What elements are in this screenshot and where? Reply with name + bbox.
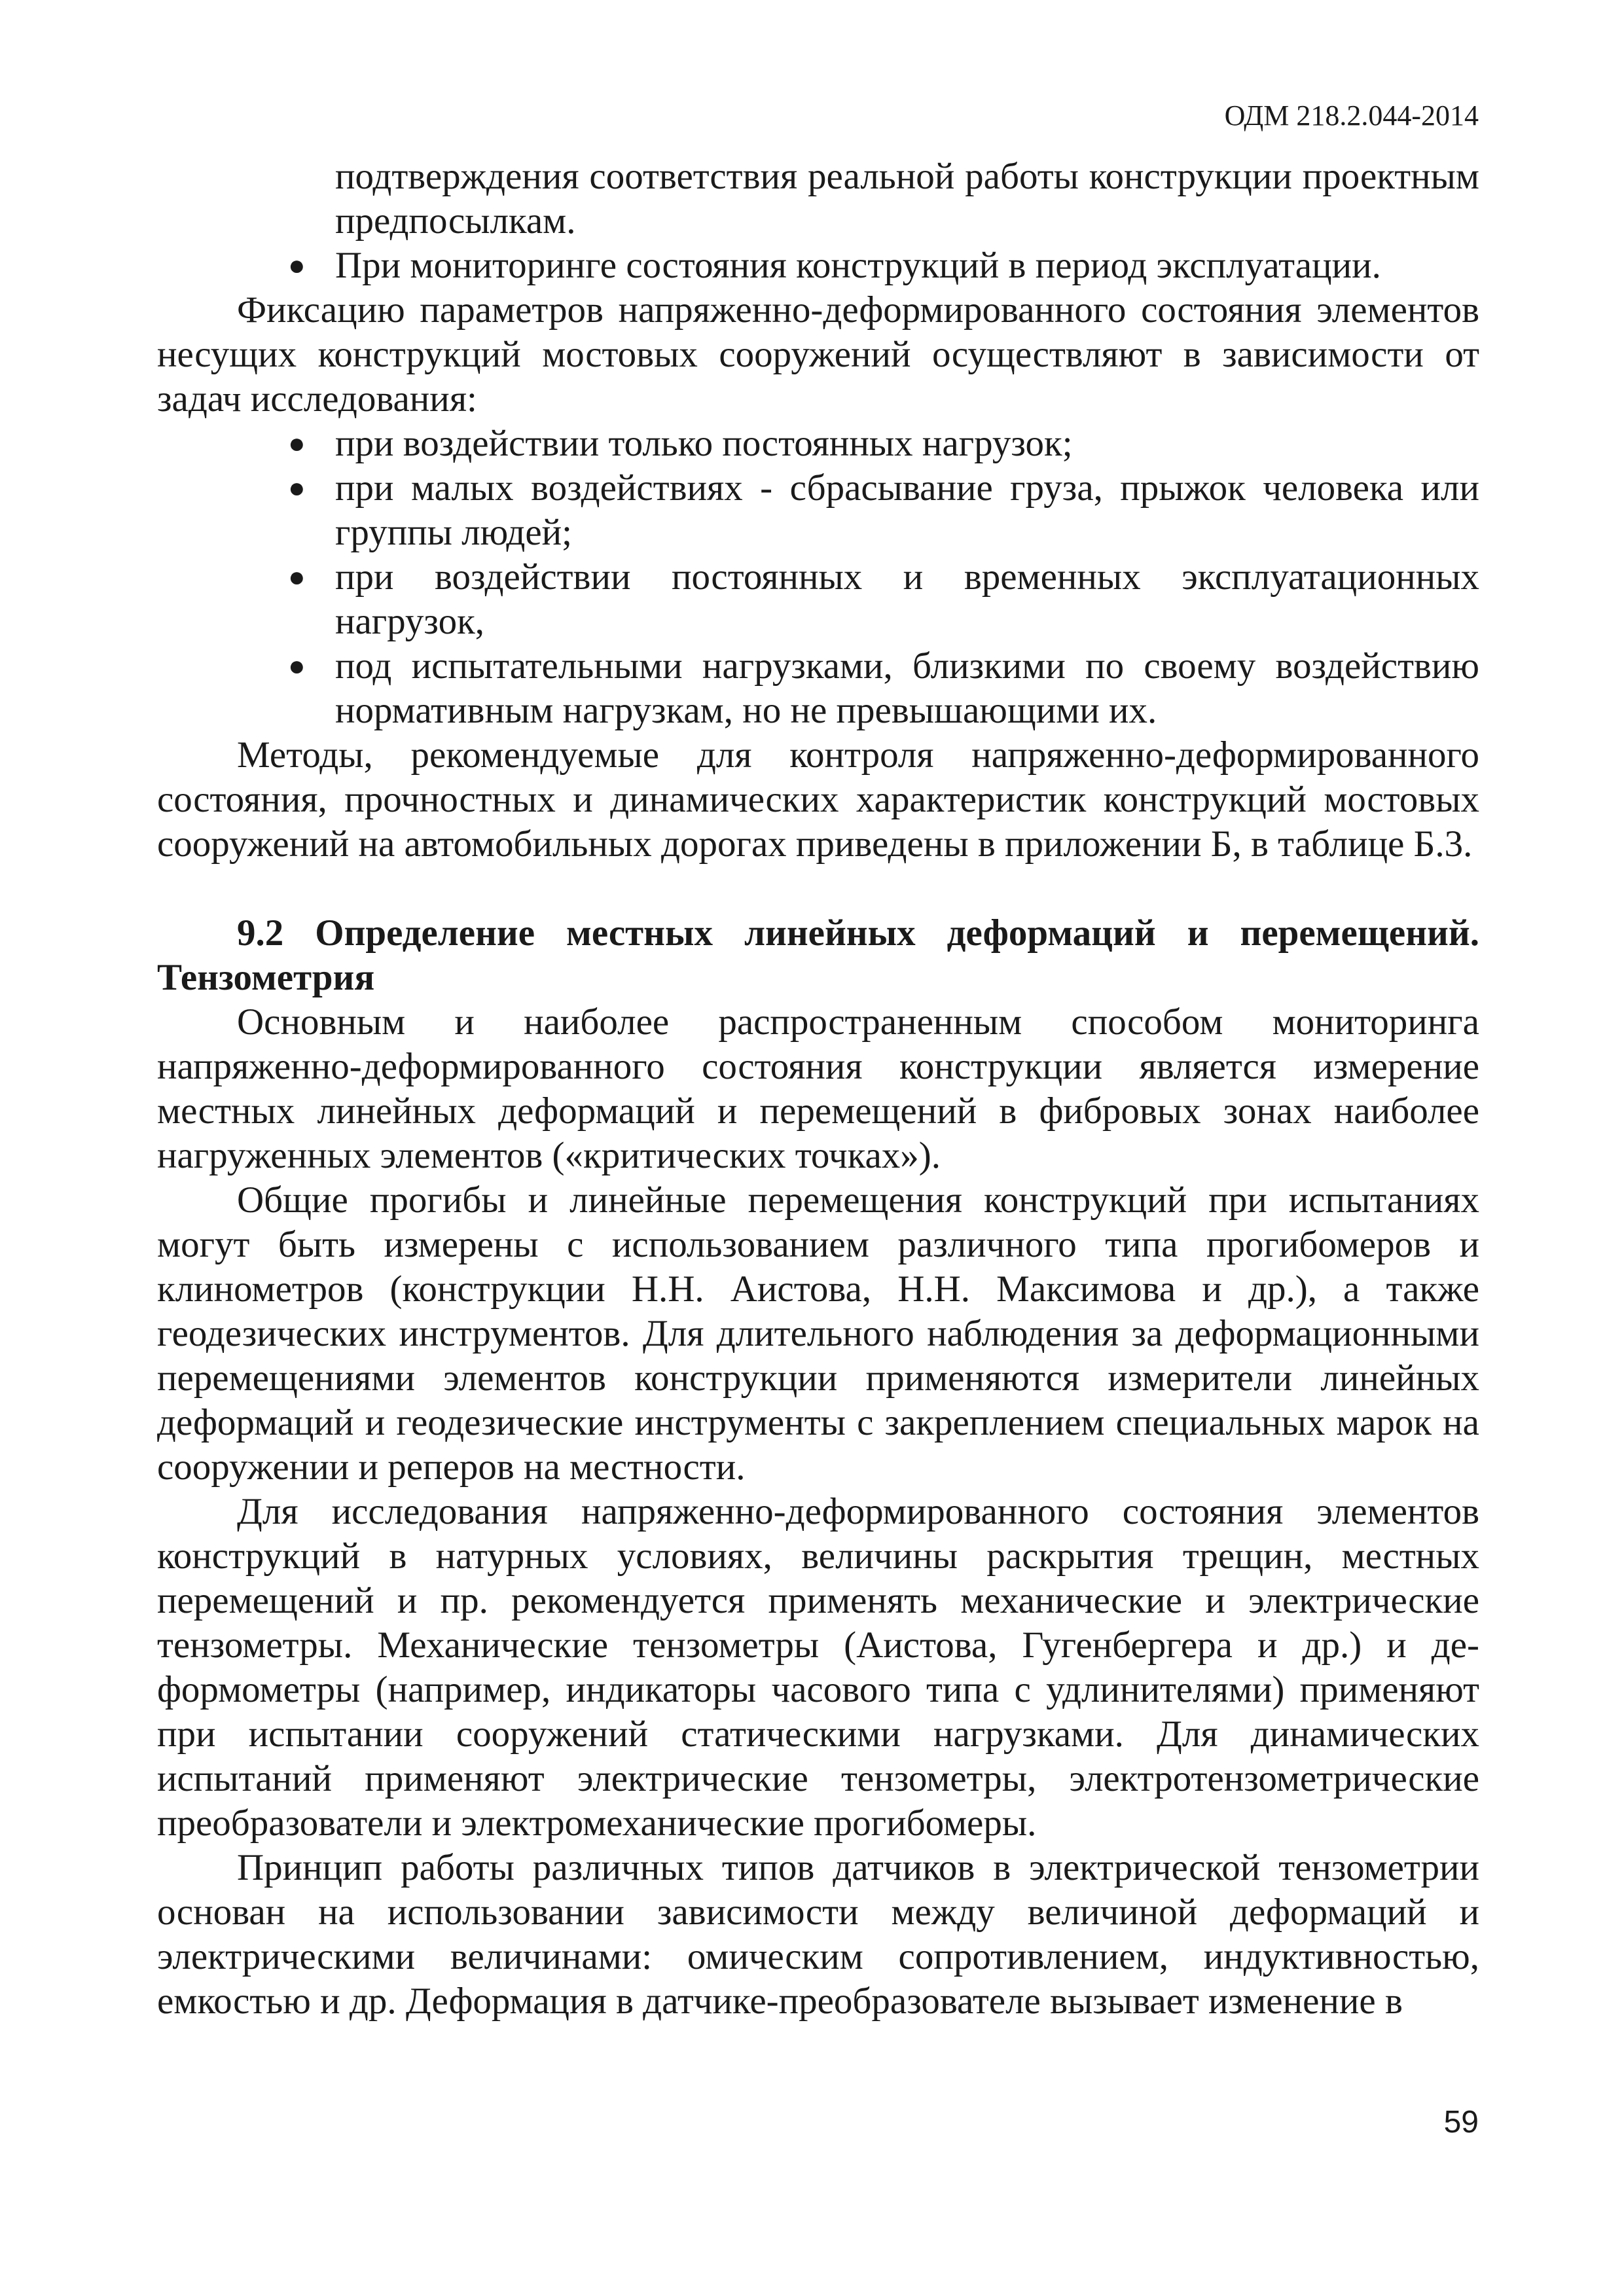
body-paragraph: Для исследования напряженно-деформированного состояния элементов конструкций в натурных условиях, величины раскрытия трещин, местных перемещений и пр. рекомендуется применять механические и электрические тензометры. Механические тензометры (Аистова, Гугенбергера и др.) и деформометры (например, индикаторы часового типа с удлинителями) применяют при испытании сооружений статическими нагрузками. Для динамических испытаний применяют электрические тензометры, электротензометрические преобразователи и электромеханические прогибомеры. — [157, 1491, 1479, 1844]
list-item — [157, 466, 1479, 555]
methods-paragraph: Методы, рекомендуемые для контроля напряженно-деформированного состояния, прочностных и динамических характеристик конструкций мостовых сооружений на автомобильных дорогах приведены в приложении Б, в таблице Б.3. — [157, 734, 1479, 865]
bullet-icon: ● — [288, 650, 306, 682]
body-paragraph: Основным и наиболее распространенным способом мониторинга напряженно-деформированного состояния конструкции является измерение местных линейных деформаций и перемещений в фибровых зонах наиболее нагруженных элементов («критических точках»). — [157, 1001, 1479, 1176]
bullet-icon: ● — [288, 472, 306, 504]
fixation-paragraph: Фиксацию параметров напряженно-деформированного состояния элементов несущих конструкций мостовых сооружений осуществляют в зависимости от задач исследования: — [157, 289, 1479, 420]
list-item — [157, 243, 1479, 288]
list-item-text: при воздействии только постоянных нагрузок; — [335, 423, 1073, 464]
list-item-text: При мониторинге состояния конструкций в период эксплуатации. — [335, 245, 1381, 286]
page-number: 59 — [1443, 2105, 1479, 2140]
bullet-icon: ● — [288, 427, 306, 459]
intro-bullet-list — [157, 243, 1479, 288]
list-item-text: при воздействии постоянных и временных эксплуатационных нагрузок, — [335, 556, 1479, 642]
body-paragraph: Принцип работы различных типов датчиков в электрической тензометрии основан на использовании зависимости между величиной деформаций и электрическими величинами: омическим сопротивлением, индуктивностью, емкостью и др. Деформация в датчике-преобразователе вызывает изменение в — [157, 1847, 1479, 2022]
list-item — [157, 422, 1479, 466]
load-conditions-list — [157, 422, 1479, 733]
list-item — [157, 644, 1479, 733]
list-item-text: под испытательными нагрузками, близкими по своему воздействию нормативным нагрузкам, но не превышающими их. — [335, 645, 1479, 731]
bullet-icon: ● — [288, 561, 306, 593]
body-paragraph: Общие прогибы и линейные перемещения конструкций при испытаниях могут быть измерены с использованием различного типа прогибомеров и клинометров (конструкции Н.Н. Аистова, Н.Н. Максимова и др.), а также геодезических инструментов. Для длительного наблюдения за деформационными перемещениями элементов конструкции применяются измерители линейных деформаций и геодезические инструменты с закреплением специальных марок на сооружении и реперов на местности. — [157, 1179, 1479, 1488]
page-content — [157, 154, 1479, 2024]
intro-continuation-paragraph: подтверждения соответствия реальной работы конструкции проектным предпосылкам. — [335, 156, 1479, 242]
bullet-icon: ● — [288, 249, 306, 281]
document-code: ОДМ 218.2.044-2014 — [1224, 99, 1479, 132]
section-heading: 9.2 Определение местных линейных деформаций и перемещений. Тензометрия — [157, 912, 1479, 998]
list-item-text: при малых воздействиях - сбрасывание груза, прыжок человека или группы людей; — [335, 467, 1479, 553]
list-item — [157, 555, 1479, 644]
